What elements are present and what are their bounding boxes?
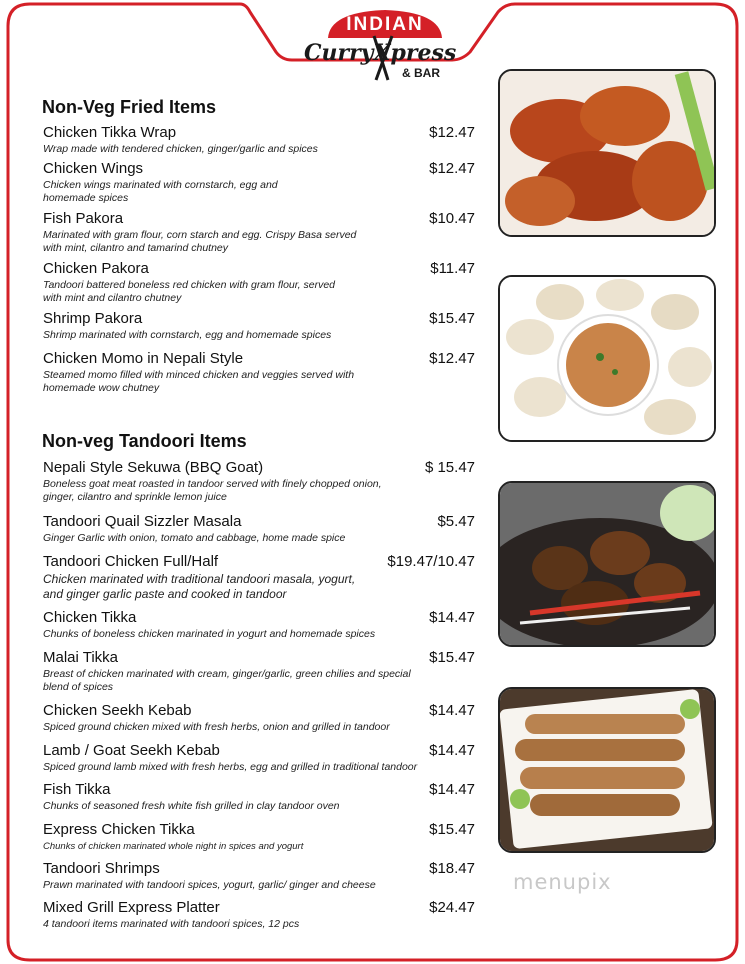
item-desc: Spiced ground chicken mixed with fresh herbs, onion and grilled in tandoor bbox=[43, 721, 390, 733]
item-desc: Chicken wings marinated with cornstarch, egg and homemade spices bbox=[43, 179, 278, 204]
item-name: Chicken Tikka bbox=[43, 609, 137, 626]
item-name: Lamb / Goat Seekh Kebab bbox=[43, 742, 220, 759]
item-desc: Ginger Garlic with onion, tomato and cabbage, home made spice bbox=[43, 532, 346, 544]
item-desc: Chunks of seasoned fresh white fish grilled in clay tandoor oven bbox=[43, 800, 340, 812]
item-name: Tandoori Shrimps bbox=[43, 860, 160, 877]
item-name: Fish Pakora bbox=[43, 210, 124, 227]
section-title-tandoori: Non-veg Tandoori Items bbox=[42, 431, 247, 451]
menu-item bbox=[43, 210, 475, 255]
item-price: $ 15.47 bbox=[424, 459, 475, 476]
brand-logo bbox=[300, 6, 460, 86]
photo-momo bbox=[498, 275, 716, 442]
item-price: $11.47 bbox=[430, 260, 475, 277]
item-price: $12.47 bbox=[429, 160, 475, 177]
item-price: $15.47 bbox=[429, 821, 475, 838]
menu-item bbox=[43, 821, 475, 853]
item-name: Mixed Grill Express Platter bbox=[43, 899, 220, 916]
brand-curry-xpress: CurryXpress bbox=[304, 40, 457, 66]
item-price: $5.47 bbox=[437, 513, 475, 530]
menu-item bbox=[43, 459, 475, 504]
item-name: Chicken Tikka Wrap bbox=[43, 124, 177, 141]
menu-item bbox=[43, 860, 475, 892]
item-desc: Chicken marinated with traditional tandoori masala, yogurt, and ginger garlic paste and cooked in tandoor bbox=[43, 572, 356, 601]
item-price: $14.47 bbox=[429, 781, 475, 798]
menu-item bbox=[43, 513, 475, 545]
item-price: $12.47 bbox=[429, 350, 475, 367]
menu-item bbox=[43, 124, 475, 156]
item-desc: Spiced ground lamb mixed with fresh herbs, egg and grilled in traditional tandoor bbox=[43, 761, 418, 773]
item-desc: Steamed momo filled with minced chicken and veggies served with homemade wow chutney bbox=[43, 369, 355, 394]
item-name: Chicken Pakora bbox=[43, 260, 149, 277]
item-name: Fish Tikka bbox=[43, 781, 111, 798]
item-desc: Boneless goat meat roasted in tandoor served with finely chopped onion, ginger, cilantro and sprinkle lemon juice bbox=[43, 478, 382, 503]
item-name: Express Chicken Tikka bbox=[43, 821, 195, 838]
item-name: Malai Tikka bbox=[43, 649, 119, 666]
section-title-fried: Non-Veg Fried Items bbox=[42, 97, 217, 117]
item-price: $12.47 bbox=[429, 124, 475, 141]
brand-bar: & BAR bbox=[402, 66, 440, 80]
item-price: $15.47 bbox=[429, 649, 475, 666]
item-name: Chicken Wings bbox=[43, 160, 144, 177]
watermark: menupix bbox=[513, 870, 612, 894]
item-price: $14.47 bbox=[429, 742, 475, 759]
menu-item bbox=[43, 702, 475, 734]
menu-item bbox=[43, 553, 475, 602]
menu-item bbox=[43, 781, 475, 813]
item-price: $24.47 bbox=[429, 899, 475, 916]
photo-seekh-kebab bbox=[498, 687, 716, 853]
item-price: $19.47/10.47 bbox=[387, 553, 475, 570]
item-name: Chicken Momo in Nepali Style bbox=[43, 350, 244, 367]
item-price: $18.47 bbox=[429, 860, 475, 877]
menu-item bbox=[43, 649, 475, 694]
menu-item bbox=[43, 742, 475, 774]
menu-item bbox=[43, 260, 475, 305]
item-price: $15.47 bbox=[429, 310, 475, 327]
item-desc: Tandoori battered boneless red chicken with gram flour, served with mint and cilantro chutney bbox=[43, 279, 336, 304]
menu-item bbox=[43, 899, 475, 931]
item-desc: Marinated with gram flour, corn starch and egg. Crispy Basa served with mint, cilantro and tamarind chutney bbox=[43, 229, 357, 254]
menu-item bbox=[43, 310, 475, 342]
menu-item bbox=[43, 350, 475, 395]
photo-sekuwa bbox=[498, 481, 716, 647]
item-name: Chicken Seekh Kebab bbox=[43, 702, 192, 719]
brand-indian: INDIAN bbox=[346, 14, 424, 35]
menu-item bbox=[43, 160, 475, 205]
item-price: $14.47 bbox=[429, 702, 475, 719]
photo-chicken-wings bbox=[498, 69, 716, 237]
menu-item bbox=[43, 609, 475, 641]
item-name: Nepali Style Sekuwa (BBQ Goat) bbox=[43, 459, 264, 476]
item-desc: Shrimp marinated with cornstarch, egg and homemade spices bbox=[43, 329, 332, 341]
item-desc: Chunks of boneless chicken marinated in yogurt and homemade spices bbox=[43, 628, 376, 640]
item-name: Tandoori Chicken Full/Half bbox=[43, 553, 219, 570]
item-name: Tandoori Quail Sizzler Masala bbox=[43, 513, 242, 530]
item-desc: Breast of chicken marinated with cream, ginger/garlic, green chilies and special blend of spices bbox=[43, 668, 411, 693]
item-desc: Chunks of chicken marinated whole night in spices and yogurt bbox=[43, 841, 304, 852]
item-price: $10.47 bbox=[429, 210, 475, 227]
item-desc: Prawn marinated with tandoori spices, yogurt, garlic/ ginger and cheese bbox=[43, 879, 376, 891]
item-desc: Wrap made with tendered chicken, ginger/garlic and spices bbox=[43, 143, 318, 155]
item-desc: 4 tandoori items marinated with tandoori spices, 12 pcs bbox=[43, 918, 300, 930]
item-price: $14.47 bbox=[429, 609, 475, 626]
item-name: Shrimp Pakora bbox=[43, 310, 143, 327]
